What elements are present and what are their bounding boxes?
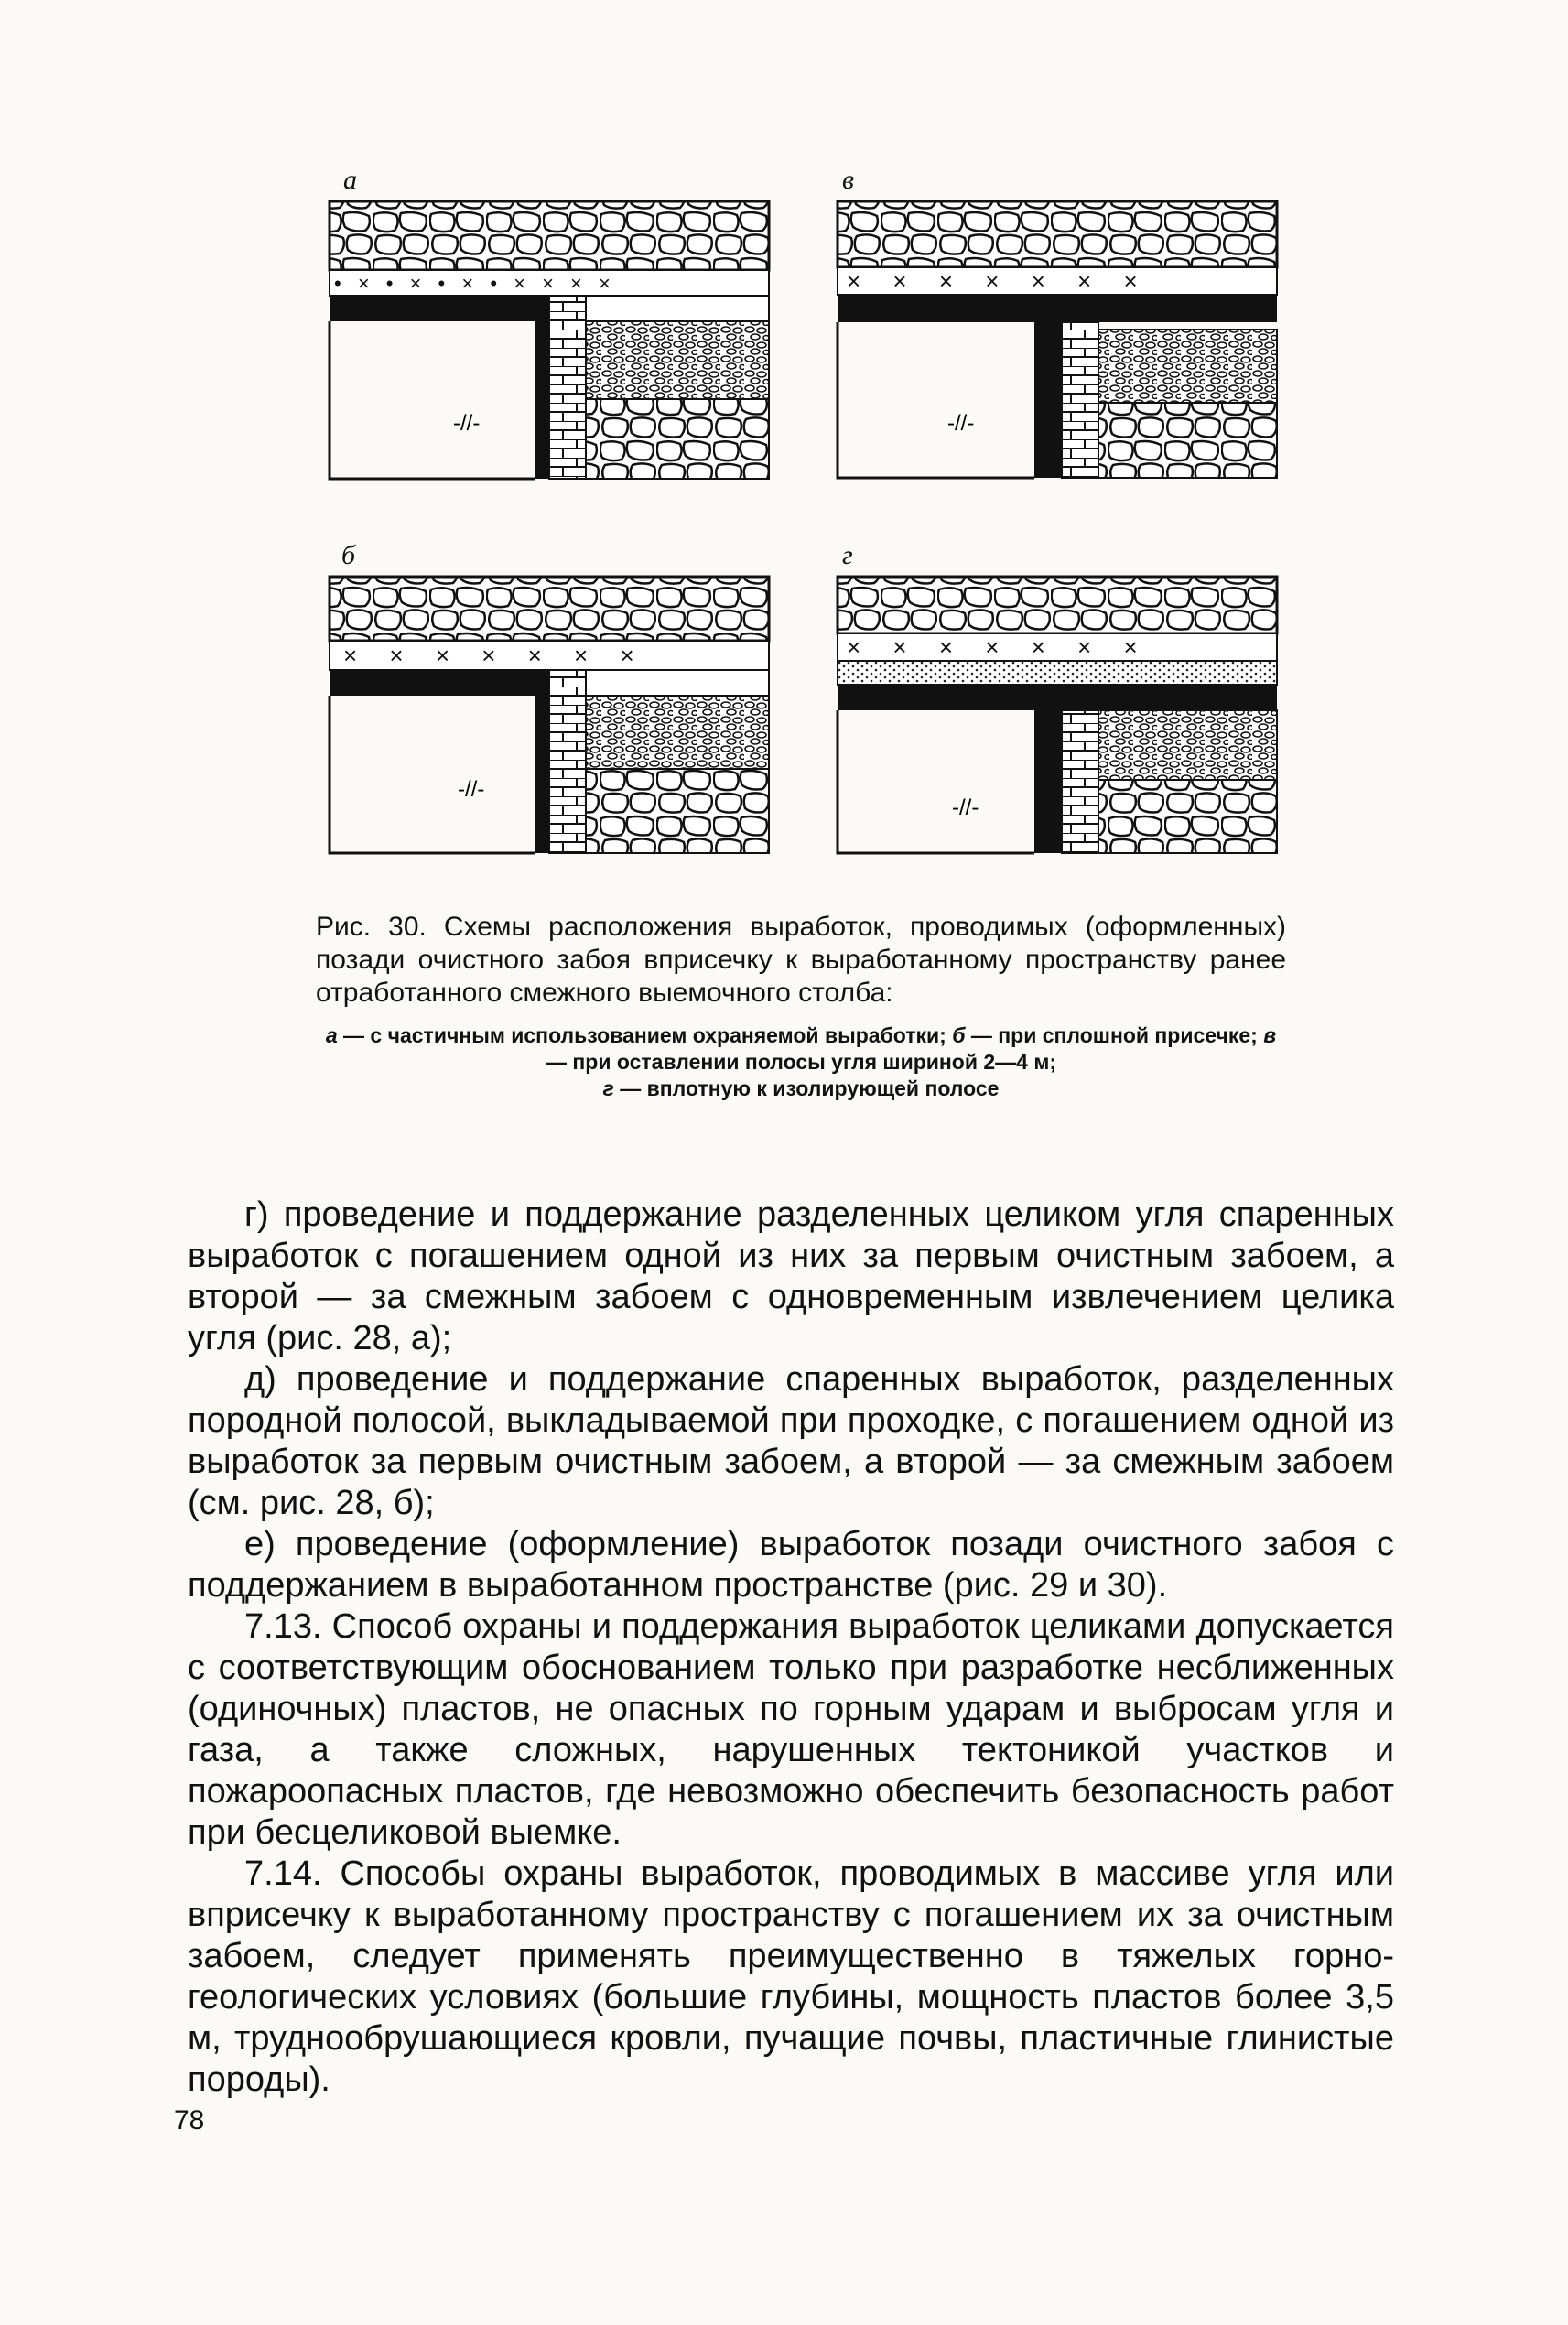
paragraph-d: д) проведение и поддержание спаренных выработок, разделенных породной полосой, выкладываемой при проходке, с погашением одной из выработок за первым очистным забоем, а второй — за смежным забоем (см. рис. 28, б);	[188, 1360, 1394, 1522]
legend-text-a: — с частичным использованием охраняемой выработки;	[337, 1023, 953, 1047]
gravel-fill	[1098, 330, 1277, 403]
paragraph-7-13: 7.13. Способ охраны и поддержания выработок целиками допускается с соответствующим обоснованием только при разработке несближенных (одиночных) пластов, не опасных по горным ударам и выбросам угля и газа, а также сложных, нарушенных тектоникой участков и пожароопасных пластов, где невозможно обеспечить безопасность работ при бесцеликовой выемке.	[188, 1607, 1394, 1852]
paragraph-g: г) проведение и поддержание разделенных целиком угля спаренных выработок с погашением одной из них за первым очистным забоем, а второй — за смежным забоем с одновременным извлечением целика угля (рис. 28, а);	[188, 1195, 1394, 1357]
opening-outline	[330, 321, 535, 479]
roof-rocks	[330, 201, 769, 270]
crossed-layer-marks: • × • × • × • × × × ×	[334, 272, 616, 295]
legend-text-b: — при сплошной присечке;	[965, 1023, 1264, 1047]
roof-rocks	[838, 201, 1277, 267]
arrow-marker: -//-	[947, 411, 975, 436]
arrow-marker: -//-	[453, 411, 481, 436]
goaf-rocks	[1098, 403, 1277, 478]
goaf-rocks	[586, 769, 769, 853]
panel-b-diagram	[316, 540, 773, 870]
gravel-fill	[586, 321, 769, 399]
brick-wall	[549, 670, 586, 853]
legend-key-b: б	[952, 1023, 966, 1047]
panel-v-diagram	[824, 165, 1281, 494]
legend-key-v: в	[1263, 1023, 1277, 1047]
paragraph-7-14: 7.14. Способы охраны выработок, проводимых в массиве угля или вприсечку к выработанному пространству с погашением их за очистным забоем, следует применять преимущественно в тяжелых горно-геологических условиях (большие глубины, мощность пластов более 3,5 м, труднообрушающиеся кровли, пучащие почвы, пластичные глинистые породы).	[188, 1855, 1394, 2099]
figure-panel-a	[316, 165, 773, 494]
arrow-marker: -//-	[952, 795, 979, 820]
support-post	[535, 296, 549, 479]
brick-wall	[549, 296, 586, 479]
gravel-fill	[586, 696, 769, 769]
crossed-layer-marks: × × × × × × ×	[343, 642, 647, 669]
goaf-rocks	[1098, 780, 1277, 853]
coal-seam-band	[330, 670, 549, 696]
roof-rocks	[838, 577, 1277, 633]
coal-strip	[1034, 685, 1062, 853]
figure-caption	[316, 911, 1286, 1102]
caption-main: Рис. 30. Схемы расположения выработок, проводимых (оформленных) позади очистного забоя вприсечку к выработанному пространству ранее отработанного смежного выемочного столба:	[316, 912, 1286, 1008]
figure-panel-v	[824, 165, 1281, 494]
page-number: 78	[174, 2105, 205, 2136]
legend-text-g: — вплотную к изолирующей полосе	[613, 1076, 1000, 1100]
panel-letter-a: а	[343, 165, 357, 195]
coal-strip	[1034, 295, 1062, 478]
caption-legend	[316, 1022, 1286, 1102]
legend-key-a: а	[325, 1023, 338, 1047]
opening-outline	[838, 710, 1034, 853]
crossed-layer-marks: × × × × × × ×	[847, 633, 1151, 661]
body-text	[188, 1195, 1394, 2101]
arrow-marker: -//-	[458, 777, 485, 802]
roof-rocks	[330, 577, 769, 641]
paragraph-e: е) проведение (оформление) выработок позади очистного забоя с поддержанием в выработанном пространстве (рис. 29 и 30).	[188, 1525, 1394, 1605]
panel-letter-g: г	[842, 540, 853, 570]
brick-wall	[1062, 710, 1098, 853]
panel-a-diagram	[316, 165, 773, 494]
opening-outline	[838, 322, 1034, 478]
support-post	[535, 670, 549, 853]
goaf-rocks	[586, 399, 769, 479]
isolating-strip	[838, 661, 1277, 685]
coal-seam-band	[330, 296, 549, 321]
figure-panel-g	[824, 540, 1281, 870]
brick-wall	[1062, 322, 1098, 478]
figure-panel-b	[316, 540, 773, 870]
panel-letter-b: б	[341, 540, 356, 570]
legend-text-v: — при оставлении полосы угля шириной 2—4 м;	[545, 1050, 1057, 1074]
gravel-fill	[1098, 710, 1277, 780]
right-top-layer	[586, 670, 769, 696]
panel-g-diagram	[824, 540, 1281, 870]
opening-outline	[330, 696, 535, 853]
crossed-layer-marks: × × × × × × ×	[847, 267, 1151, 295]
legend-key-g: г	[602, 1076, 614, 1100]
panel-letter-v: в	[842, 165, 855, 195]
